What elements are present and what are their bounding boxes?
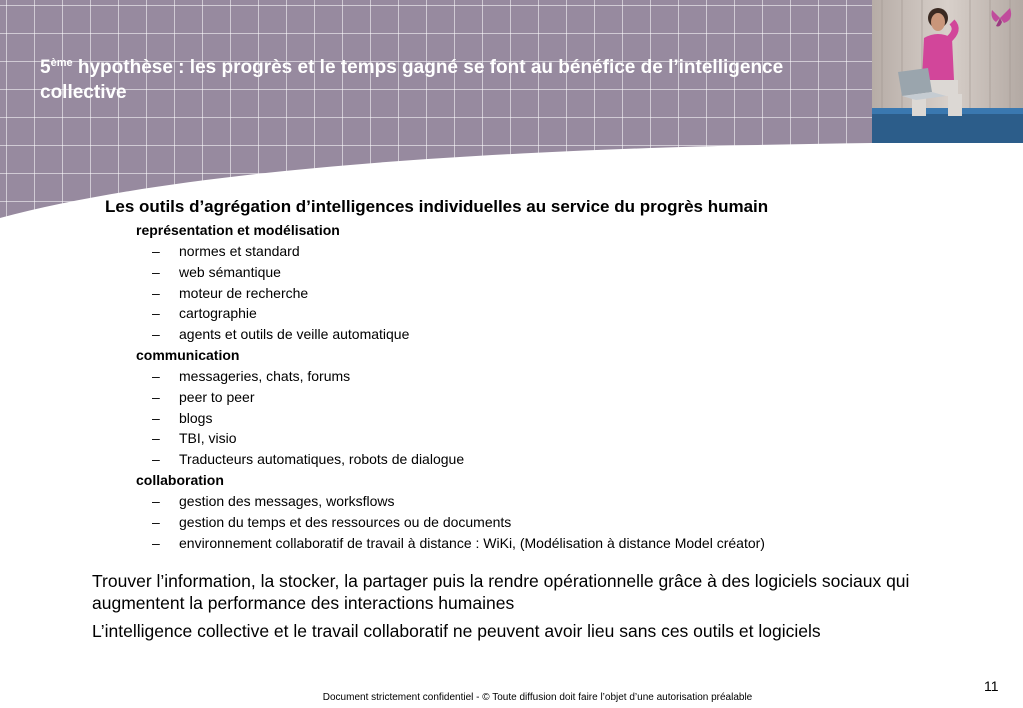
list-item: – gestion des messages, worksflows xyxy=(152,493,395,509)
list-item: – environnement collaboratif de travail à distance : WiKi, (Modélisation à distance Model créator) xyxy=(152,535,765,551)
page-number: 11 xyxy=(984,678,999,694)
list-item: – messageries, chats, forums xyxy=(152,368,351,384)
category-heading: représentation et modélisation xyxy=(136,222,340,238)
list-item: – blogs xyxy=(152,410,213,426)
list-item: – cartographie xyxy=(152,305,257,321)
list-item: – normes et standard xyxy=(152,243,300,259)
conclusion-paragraph: L’intelligence collective et le travail collaboratif ne peuvent avoir lieu sans ces outils et logiciels xyxy=(92,621,821,641)
header-white-curve xyxy=(0,0,1023,230)
list-item: – moteur de recherche xyxy=(152,285,309,301)
page-title: 5ème hypothèse : les progrès et le temps gagné se font au bénéfice de l’intelligence collective xyxy=(40,57,784,103)
category-heading: collaboration xyxy=(136,472,224,488)
confidentiality-footer: Document strictement confidentiel - © Toute diffusion doit faire l’objet d’une autorisation préalable xyxy=(322,692,753,703)
woman-laptop-photo xyxy=(872,0,1023,143)
list-item: – peer to peer xyxy=(152,389,255,405)
list-item: – gestion du temps et des ressources ou de documents xyxy=(152,514,512,530)
summary-paragraph: Trouver l’information, la stocker, la partager puis la rendre opérationnelle grâce à des logiciels sociaux qui augmentent la performance des interactions humaines xyxy=(92,571,910,613)
category-heading: communication xyxy=(136,347,240,363)
list-item: – agents et outils de veille automatique xyxy=(152,326,410,342)
list-item: – web sémantique xyxy=(152,264,281,280)
section-subtitle: Les outils d’agrégation d’intelligences individuelles au service du progrès humain xyxy=(105,197,769,216)
list-item: – TBI, visio xyxy=(152,430,237,446)
list-item: – Traducteurs automatiques, robots de dialogue xyxy=(152,451,465,467)
